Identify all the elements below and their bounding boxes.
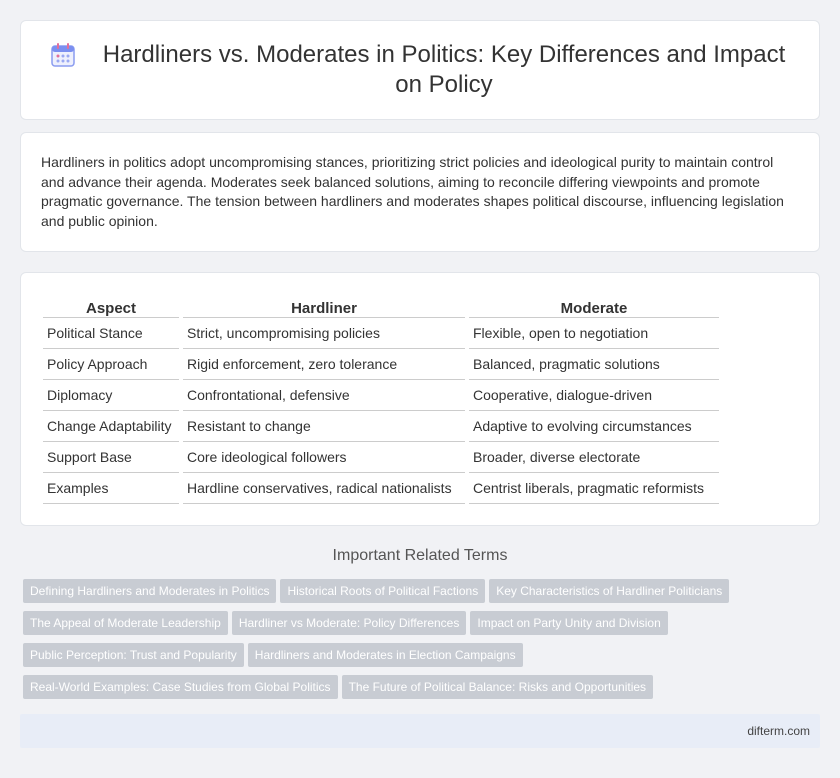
comparison-card [20, 272, 820, 526]
table-row [43, 318, 719, 349]
aspect-cell: Examples [43, 473, 179, 504]
table-header-row [43, 295, 719, 318]
aspect-cell: Political Stance [43, 318, 179, 349]
intro-paragraph: Hardliners in politics adopt uncompromising stances, prioritizing strict policies and ideological purity to maintain control and advance their agenda. Moderates seek balanced solutions, aiming to reconcile differing viewpoints and promote pragmatic governance. The tension between hardliners and moderates shapes political discourse, influencing legislation and public opinion. [41, 154, 784, 229]
aspect-cell: Support Base [43, 442, 179, 473]
moderate-cell: Balanced, pragmatic solutions [469, 349, 719, 380]
table-row [43, 411, 719, 442]
aspect-cell: Change Adaptability [43, 411, 179, 442]
footer-bar [20, 714, 820, 748]
related-term-link[interactable]: Real-World Examples: Case Studies from Global Politics [23, 675, 338, 699]
related-term-link[interactable]: Hardliners and Moderates in Election Campaigns [248, 643, 523, 667]
site-link[interactable]: difterm.com [747, 724, 810, 738]
moderate-cell: Broader, diverse electorate [469, 442, 719, 473]
hardliner-cell: Hardline conservatives, radical nationalists [183, 473, 465, 504]
moderate-cell: Centrist liberals, pragmatic reformists [469, 473, 719, 504]
header-card [20, 20, 820, 120]
hardliner-cell: Confrontational, defensive [183, 380, 465, 411]
header-moderate: Moderate [469, 295, 719, 318]
calendar-icon [50, 42, 76, 68]
table-row [43, 442, 719, 473]
related-term-link[interactable]: The Appeal of Moderate Leadership [23, 611, 228, 635]
hardliner-cell: Rigid enforcement, zero tolerance [183, 349, 465, 380]
comparison-table [39, 295, 723, 504]
intro-card [20, 132, 820, 252]
related-term-link[interactable]: Public Perception: Trust and Popularity [23, 643, 244, 667]
related-term-link[interactable]: The Future of Political Balance: Risks and Opportunities [342, 675, 653, 699]
related-terms-list [23, 579, 803, 707]
related-term-link[interactable]: Impact on Party Unity and Division [470, 611, 667, 635]
related-term-link[interactable]: Hardliner vs Moderate: Policy Differences [232, 611, 467, 635]
page-title: Hardliners vs. Moderates in Politics: Key Differences and Impact on Policy [102, 41, 786, 98]
related-term-link[interactable]: Historical Roots of Political Factions [280, 579, 485, 603]
table-row [43, 380, 719, 411]
related-term-link[interactable]: Key Characteristics of Hardliner Politicians [489, 579, 729, 603]
table-row [43, 473, 719, 504]
hardliner-cell: Strict, uncompromising policies [183, 318, 465, 349]
header-aspect: Aspect [43, 295, 179, 318]
aspect-cell: Policy Approach [43, 349, 179, 380]
table-row [43, 349, 719, 380]
moderate-cell: Flexible, open to negotiation [469, 318, 719, 349]
moderate-cell: Adaptive to evolving circumstances [469, 411, 719, 442]
hardliner-cell: Resistant to change [183, 411, 465, 442]
related-terms-heading: Important Related Terms [332, 547, 508, 564]
related-term-link[interactable]: Defining Hardliners and Moderates in Politics [23, 579, 276, 603]
aspect-cell: Diplomacy [43, 380, 179, 411]
hardliner-cell: Core ideological followers [183, 442, 465, 473]
header-hardliner: Hardliner [183, 295, 465, 318]
moderate-cell: Cooperative, dialogue-driven [469, 380, 719, 411]
